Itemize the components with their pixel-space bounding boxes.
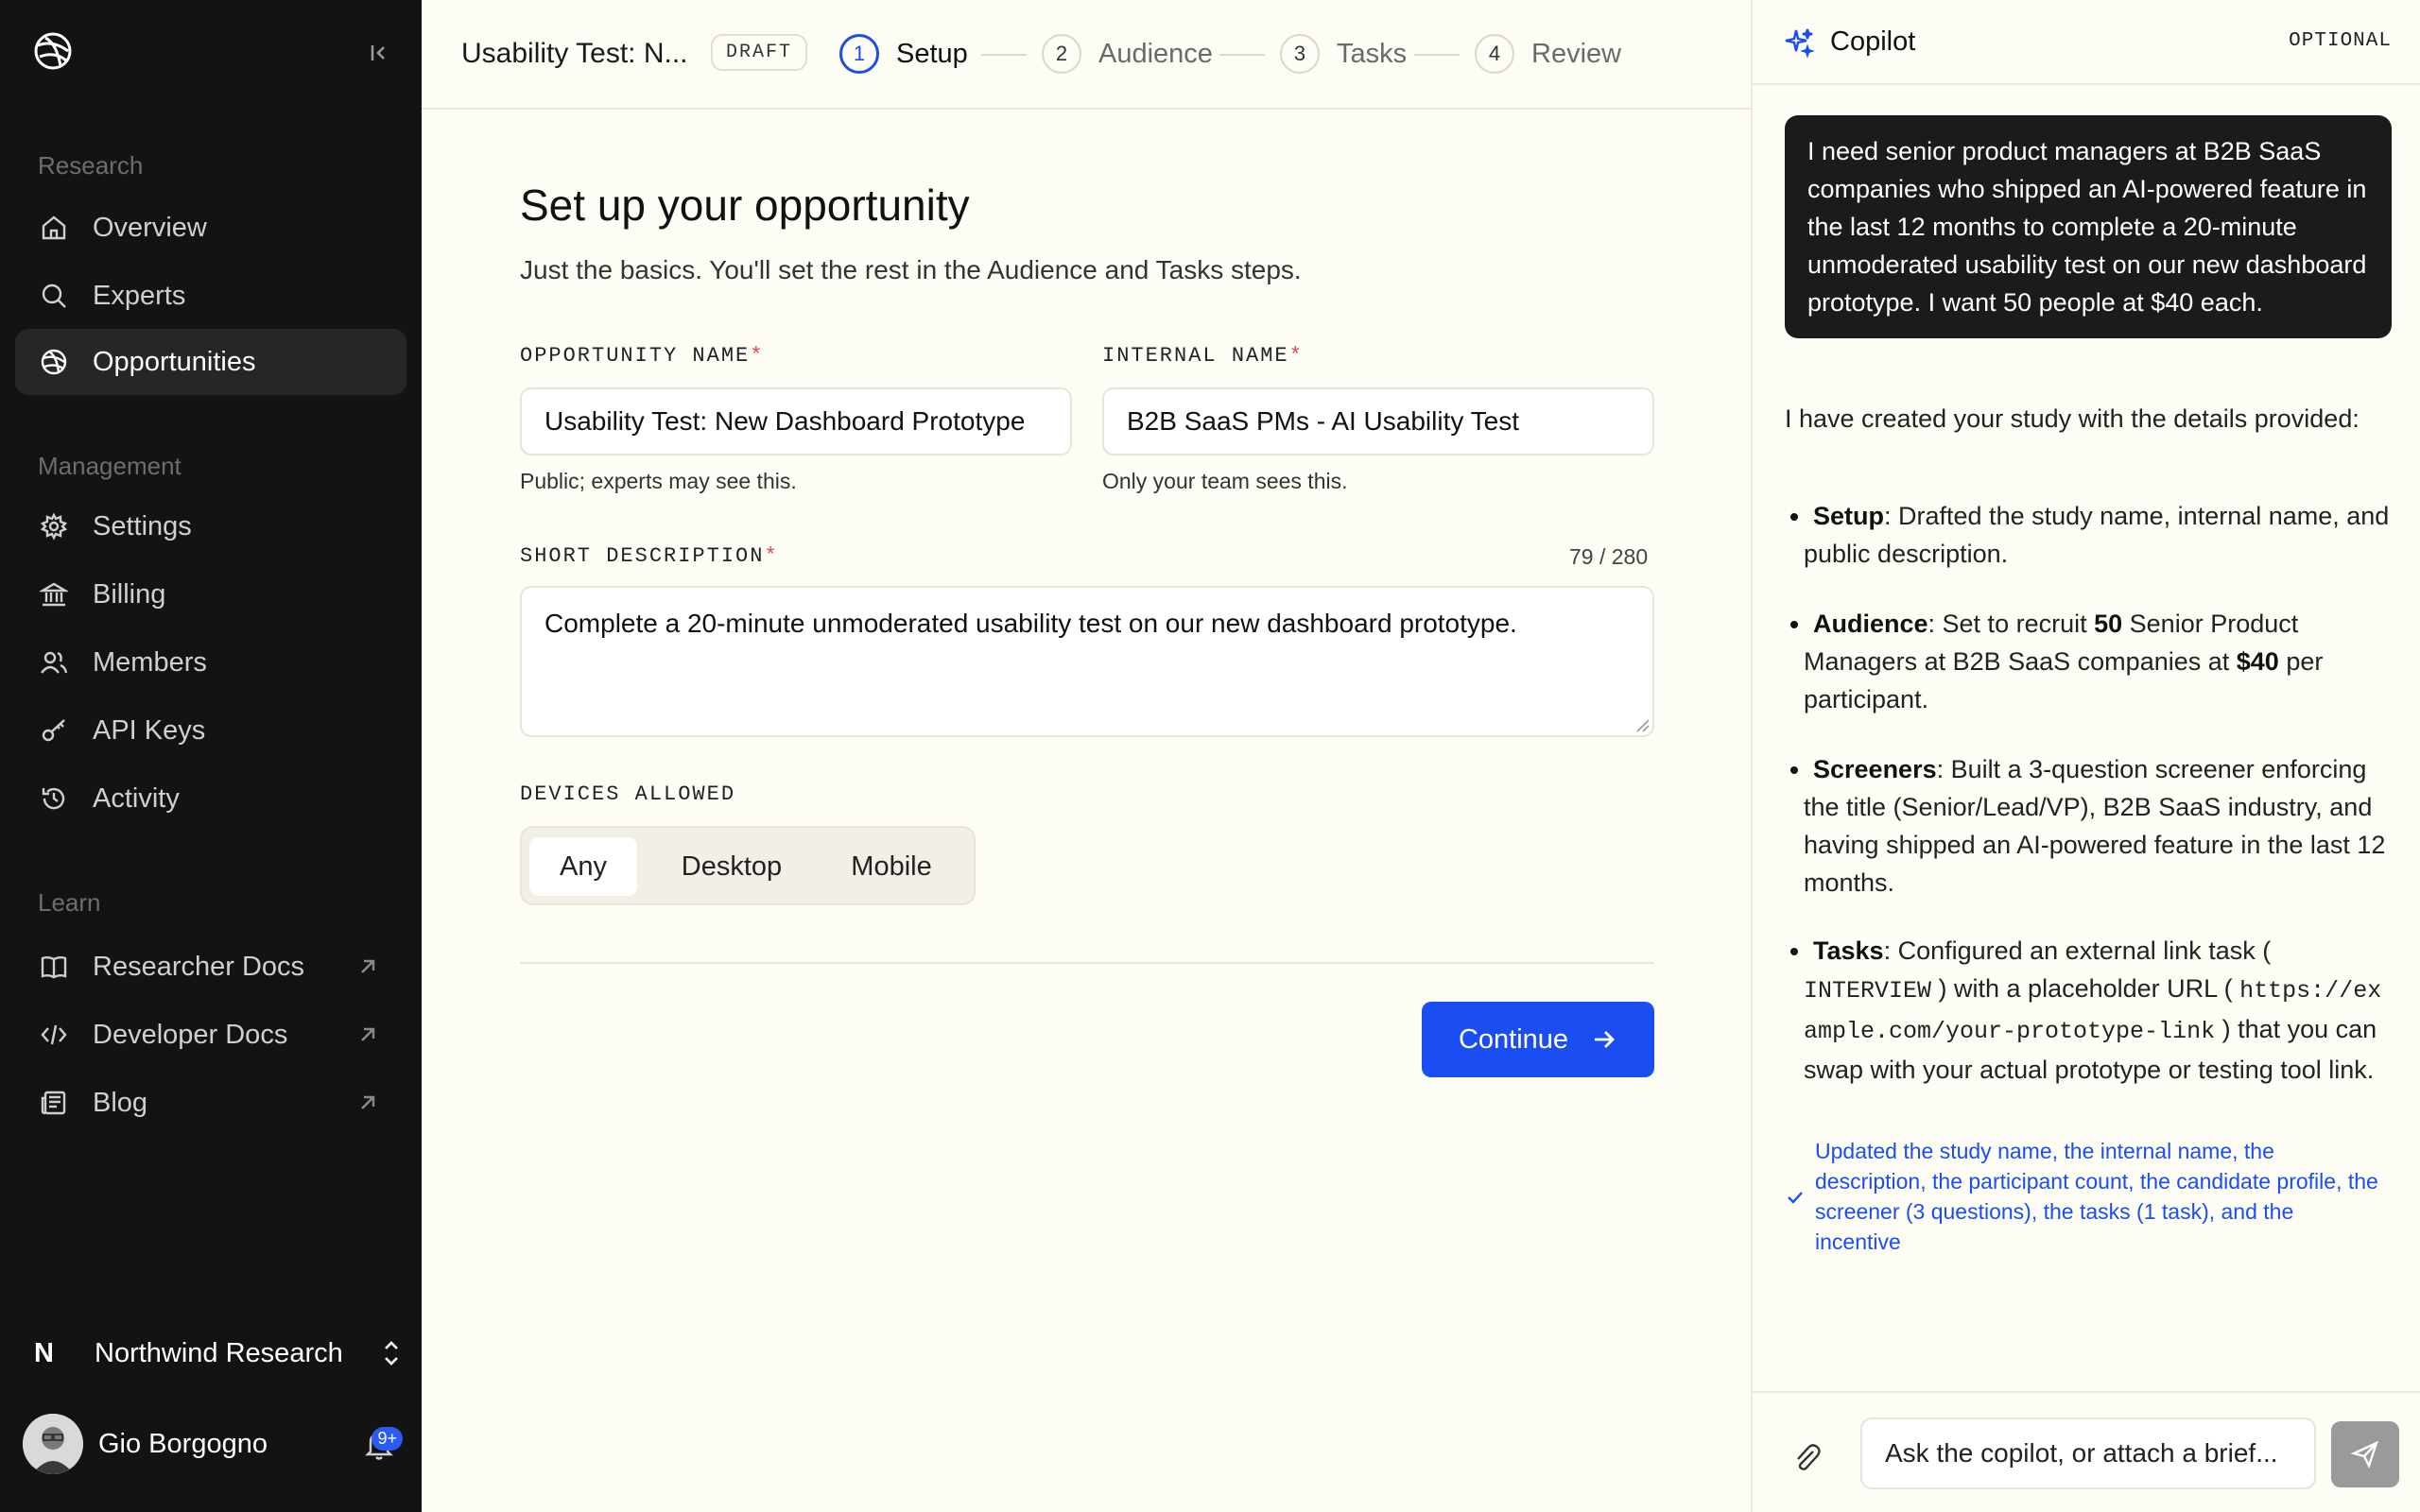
list-item: Setup: Drafted the study name, internal name, and public description. [1804, 497, 2390, 573]
external-link-icon [355, 1022, 380, 1047]
sidebar-item-members[interactable] [15, 629, 406, 696]
org-name: Northwind Research [95, 1337, 343, 1368]
copilot-composer [1753, 1391, 2420, 1512]
short-description-textarea[interactable]: Complete a 20-minute unmoderated usability test on our new dashboard prototype. [520, 586, 1654, 737]
step-connector [981, 54, 1027, 56]
book-icon [38, 951, 70, 983]
history-icon [38, 782, 70, 815]
internal-name-help: Only your team sees this. [1102, 469, 1348, 493]
sidebar-item-label: Blog [93, 1087, 148, 1118]
study-title: Usability Test: N... [461, 38, 688, 69]
sidebar-item-label: Experts [93, 280, 186, 311]
copilot-input[interactable]: Ask the copilot, or attach a brief... [1860, 1418, 2316, 1489]
divider [520, 962, 1654, 964]
optional-tag: OPTIONAL [2289, 30, 2392, 52]
bell-icon[interactable] [363, 1427, 395, 1461]
bullet [1790, 948, 1798, 955]
step-label: Review [1531, 38, 1622, 69]
step-number: 2 [1042, 34, 1081, 74]
search-icon [38, 280, 70, 312]
sidebar [0, 0, 422, 1512]
device-option-mobile[interactable]: Mobile [851, 850, 932, 882]
globe-icon [38, 346, 70, 378]
assistant-reply-intro: I have created your study with the details provided: [1785, 404, 2360, 433]
sidebar-item-blog[interactable] [15, 1070, 406, 1136]
short-description-label: SHORT DESCRIPTION* [520, 544, 779, 568]
code-icon [38, 1019, 70, 1051]
character-counter: 79 / 280 [1569, 544, 1649, 569]
required-mark: * [764, 544, 779, 568]
step-audience[interactable] [1042, 34, 1213, 74]
arrow-right-icon [1591, 1026, 1617, 1053]
step-number: 4 [1475, 34, 1514, 74]
step-number: 1 [839, 34, 879, 74]
avatar [23, 1414, 83, 1474]
user-menu[interactable] [23, 1410, 401, 1478]
devices-segmented-control [520, 826, 976, 905]
sidebar-item-label: Members [93, 646, 207, 678]
wizard-header [422, 0, 1751, 110]
sidebar-item-settings[interactable] [15, 493, 406, 559]
sidebar-item-label: Billing [93, 578, 166, 610]
opportunity-name-label: OPPORTUNITY NAME* [520, 344, 765, 368]
bank-icon [38, 578, 70, 610]
sidebar-item-billing[interactable] [15, 561, 406, 627]
users-icon [38, 646, 70, 679]
form-intro [520, 180, 1654, 285]
chevron-up-down-icon [380, 1338, 403, 1376]
sparkle-icon [1783, 26, 1815, 59]
sidebar-item-label: Overview [93, 212, 207, 243]
section-learn: Learn [38, 888, 101, 917]
step-number: 3 [1280, 34, 1320, 74]
list-item: Screeners: Built a 3-question screener enforcing the title (Senior/Lead/VP), B2B SaaS industry, and having shipped an AI-powered feature in the last 12 months. [1804, 750, 2390, 902]
copilot-panel [1751, 0, 2420, 1512]
send-button[interactable] [2331, 1421, 2399, 1487]
step-connector [1219, 54, 1265, 56]
required-mark: * [750, 344, 765, 368]
section-research: Research [38, 151, 144, 180]
device-option-any[interactable]: Any [529, 837, 637, 896]
sidebar-item-experts[interactable] [15, 263, 406, 329]
sidebar-item-label: Developer Docs [93, 1019, 288, 1050]
update-summary: Updated the study name, the internal name, the description, the participant count, the candidate profile, the screener (3 questions), the tasks (1 task), and the incentive [1815, 1139, 2378, 1254]
newspaper-icon [38, 1087, 70, 1119]
list-item: Tasks: Configured an external link task ( INTERVIEW ) with a placeholder URL ( https://example.com/your-prototype-link ) that you can swap with your actual prototype or testing tool link. [1804, 932, 2390, 1089]
sidebar-item-api-keys[interactable] [15, 697, 406, 764]
sidebar-item-activity[interactable] [15, 765, 406, 832]
bullet [1790, 766, 1798, 774]
send-icon [2350, 1439, 2380, 1469]
step-label: Tasks [1337, 38, 1408, 69]
step-tasks[interactable] [1280, 34, 1407, 74]
home-icon [38, 212, 70, 244]
internal-name-input[interactable]: B2B SaaS PMs - AI Usability Test [1102, 387, 1654, 455]
user-name: Gio Borgogno [98, 1428, 268, 1459]
app-logo-icon[interactable] [32, 30, 74, 72]
user-message: I need senior product managers at B2B SaaS companies who shipped an AI-powered feature in the last 12 months to complete a 20-minute unmoderated usability test on our new dashboard prototype. I want 50 people at $40 each. [1785, 115, 2392, 338]
sidebar-item-label: Researcher Docs [93, 951, 305, 982]
sidebar-item-label: Settings [93, 510, 192, 541]
org-switcher[interactable] [34, 1332, 403, 1374]
sidebar-item-researcher-docs[interactable] [15, 934, 406, 1000]
step-review[interactable] [1475, 34, 1621, 74]
opportunity-name-help: Public; experts may see this. [520, 469, 797, 493]
paperclip-icon[interactable] [1790, 1440, 1823, 1474]
continue-label: Continue [1458, 1023, 1569, 1055]
required-mark: * [1288, 344, 1304, 368]
key-icon [38, 714, 70, 747]
check-icon [1785, 1187, 1806, 1208]
section-management: Management [38, 452, 182, 480]
opportunity-name-input[interactable]: Usability Test: New Dashboard Prototype [520, 387, 1072, 455]
status-badge: DRAFT [711, 34, 807, 71]
notification-badge: 9+ [372, 1427, 403, 1451]
gear-icon [38, 510, 70, 542]
list-item: Audience: Set to recruit 50 Senior Product Managers at B2B SaaS companies at $40 per participant. [1804, 605, 2390, 718]
step-connector [1414, 54, 1460, 56]
collapse-sidebar-icon[interactable] [365, 40, 391, 66]
bullet [1790, 513, 1798, 521]
internal-name-label: INTERNAL NAME* [1102, 344, 1304, 368]
external-link-icon [355, 1091, 380, 1115]
sidebar-item-overview[interactable] [15, 195, 406, 261]
page-title: Set up your opportunity [520, 180, 970, 230]
sidebar-item-opportunities[interactable] [15, 329, 406, 395]
copilot-header [1753, 0, 2420, 85]
step-setup[interactable] [839, 34, 968, 74]
step-label: Audience [1098, 38, 1213, 69]
sidebar-item-developer-docs[interactable] [15, 1002, 406, 1068]
device-option-desktop[interactable]: Desktop [681, 850, 783, 882]
page-subtitle: Just the basics. You'll set the rest in the Audience and Tasks steps. [520, 255, 1302, 284]
bullet [1790, 621, 1798, 628]
copilot-title: Copilot [1830, 26, 1916, 57]
continue-button[interactable] [1422, 1002, 1654, 1077]
sidebar-item-label: Opportunities [93, 346, 256, 377]
sidebar-item-label: API Keys [93, 714, 206, 746]
resize-handle-icon[interactable] [1634, 716, 1651, 733]
sidebar-item-label: Activity [93, 782, 180, 814]
step-label: Setup [896, 38, 968, 69]
devices-label: DEVICES ALLOWED [520, 782, 736, 806]
org-initial: N [34, 1337, 54, 1368]
external-link-icon [355, 954, 380, 979]
